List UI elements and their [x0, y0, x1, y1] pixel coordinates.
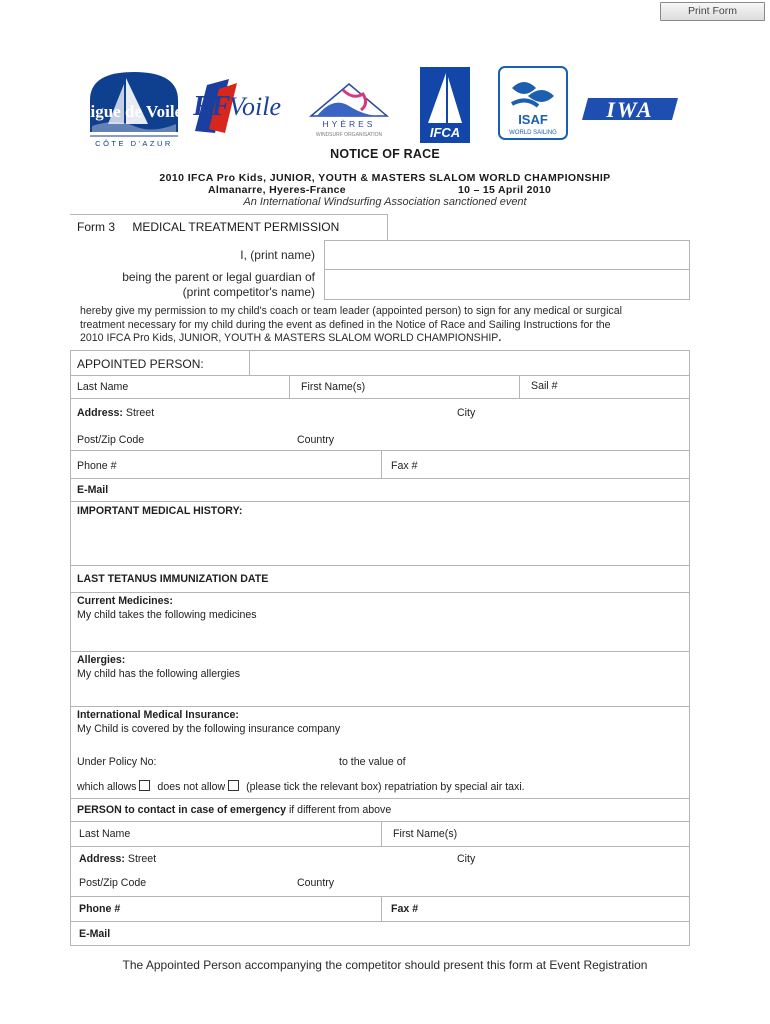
- insurance-row[interactable]: [70, 707, 690, 799]
- svg-text:FF: FF: [193, 91, 231, 122]
- tetanus-label: LAST TETANUS IMMUNIZATION DATE: [77, 573, 269, 585]
- not-allow-checkbox[interactable]: [228, 780, 239, 791]
- ffvoile-logo: [185, 75, 291, 137]
- svg-text:WINDSURF ORGANISATION: WINDSURF ORGANISATION: [315, 132, 383, 138]
- form-title: MEDICAL TREATMENT PERMISSION: [132, 220, 340, 234]
- svg-text:WORLD SAILING: WORLD SAILING: [509, 130, 557, 136]
- medical-history-row[interactable]: [70, 502, 690, 566]
- permission-text: [80, 305, 700, 346]
- insurance-title: International Medical Insurance:: [77, 709, 239, 721]
- appointed-address-label: [77, 407, 154, 419]
- emergency-city-label: City: [457, 853, 476, 865]
- emergency-heading-rest: if different from above: [286, 804, 392, 816]
- isaf-logo: [498, 66, 568, 140]
- svg-text:ligue de Voile: ligue de Voile: [86, 102, 182, 121]
- ifca-logo: [420, 67, 470, 143]
- allergies-row[interactable]: [70, 652, 690, 707]
- appointed-heading: APPOINTED PERSON:: [77, 357, 204, 371]
- emergency-phone-row[interactable]: [70, 897, 690, 922]
- venue-text: Almanarre, Hyeres-France: [208, 184, 346, 196]
- appointed-email-row[interactable]: [70, 479, 690, 502]
- tick-note: (please tick the relevant box) repatriation by special air taxi.: [246, 781, 525, 793]
- insurance-text: My Child is covered by the following insurance company: [77, 723, 341, 735]
- medicines-title: Current Medicines:: [77, 595, 173, 607]
- emergency-first-names-label: First Name(s): [393, 828, 458, 840]
- print-form-button[interactable]: Print Form: [660, 2, 765, 21]
- print-name-field[interactable]: [324, 240, 690, 270]
- value-label: to the value of: [339, 756, 406, 768]
- tetanus-row[interactable]: [70, 566, 690, 593]
- appointed-email-label: E-Mail: [77, 484, 109, 496]
- svg-text:IWA: IWA: [606, 97, 654, 122]
- svg-text:CÔTE D'AZUR: CÔTE D'AZUR: [95, 139, 173, 148]
- permission-line-2: treatment necessary for my child during the event as defined in the Notice of Race and Sailing Instructions for the: [80, 318, 611, 331]
- appointed-country-label: Country: [297, 434, 335, 446]
- appointed-postcode-label: Post/Zip Code: [77, 434, 145, 446]
- appointed-sail-label: Sail #: [531, 380, 558, 392]
- emergency-street-label: Street: [127, 853, 157, 865]
- appointed-phone-label: Phone #: [77, 460, 117, 472]
- emergency-heading: [77, 804, 391, 816]
- appointed-city-label: City: [457, 407, 476, 419]
- appointed-name-row[interactable]: [70, 376, 690, 399]
- hyeres-logo: [303, 82, 395, 140]
- permission-end: .: [498, 332, 502, 345]
- notice-title: NOTICE OF RACE: [330, 147, 440, 161]
- emergency-country-label: Country: [297, 877, 335, 889]
- allows-label: which allows: [77, 781, 137, 793]
- emergency-email-row[interactable]: [70, 922, 690, 946]
- emergency-heading-bold: PERSON to contact in case of emergency: [77, 804, 286, 816]
- appointed-last-name-label: Last Name: [77, 381, 129, 393]
- svg-text:HYÈRES: HYÈRES: [322, 119, 376, 129]
- medical-history-label: IMPORTANT MEDICAL HISTORY:: [77, 505, 243, 517]
- permission-line-1: hereby give my permission to my child's coach or team leader (appointed person) to sign for any medical or surgical: [80, 305, 622, 317]
- emergency-last-name-label: Last Name: [79, 828, 131, 840]
- medicines-text: My child takes the following medicines: [77, 609, 257, 621]
- svg-text:IFCA: IFCA: [429, 125, 461, 140]
- policy-label: Under Policy No:: [77, 756, 157, 768]
- iwa-logo: [582, 94, 682, 124]
- parent-label-2: (print competitor's name): [182, 285, 315, 299]
- print-name-label: I, (print name): [240, 248, 315, 262]
- sanction-text: An International Windsurfing Association sanctioned event: [243, 196, 527, 208]
- allows-checkbox[interactable]: [139, 780, 150, 791]
- appointed-first-names-label: First Name(s): [301, 381, 366, 393]
- svg-text:Voile: Voile: [229, 92, 281, 121]
- allergies-text: My child has the following allergies: [77, 668, 241, 680]
- appointed-heading-row: [70, 350, 690, 376]
- emergency-name-row[interactable]: [70, 822, 690, 847]
- emergency-postcode-label: Post/Zip Code: [79, 877, 147, 889]
- appointed-address-row[interactable]: [70, 399, 690, 451]
- parent-label-1: being the parent or legal guardian of: [122, 270, 315, 284]
- championship-title: 2010 IFCA Pro Kids, JUNIOR, YOUTH & MASTERS SLALOM WORLD CHAMPIONSHIP: [159, 172, 611, 184]
- svg-text:ISAF: ISAF: [518, 112, 548, 127]
- appointed-fax-label: Fax #: [391, 460, 418, 472]
- appointed-phone-row[interactable]: [70, 451, 690, 479]
- appointed-address-title: Address:: [77, 407, 123, 419]
- emergency-phone-label: Phone #: [79, 903, 121, 915]
- allergies-title: Allergies:: [77, 654, 126, 666]
- dates-text: 10 – 15 April 2010: [458, 184, 552, 196]
- emergency-heading-row: [70, 799, 690, 822]
- emergency-address-label: [79, 853, 156, 865]
- emergency-email-label: E-Mail: [79, 928, 111, 940]
- footer-note: The Appointed Person accompanying the competitor should present this form at Event Registration: [122, 958, 648, 972]
- emergency-address-row[interactable]: [70, 847, 690, 897]
- form-number: Form 3: [77, 220, 116, 234]
- ligue-de-voile-logo: [86, 70, 182, 150]
- form-header: [70, 214, 388, 240]
- medicines-row[interactable]: [70, 593, 690, 652]
- emergency-address-title: Address:: [79, 853, 125, 865]
- emergency-fax-label: Fax #: [391, 903, 419, 915]
- appointed-street-label: Street: [125, 407, 155, 419]
- permission-line-3: 2010 IFCA Pro Kids, JUNIOR, YOUTH & MASTERS SLALOM WORLD CHAMPIONSHIP: [80, 332, 499, 345]
- repatriation-options: [77, 780, 525, 793]
- not-allow-label: does not allow: [157, 781, 226, 793]
- competitor-name-field[interactable]: [324, 270, 690, 300]
